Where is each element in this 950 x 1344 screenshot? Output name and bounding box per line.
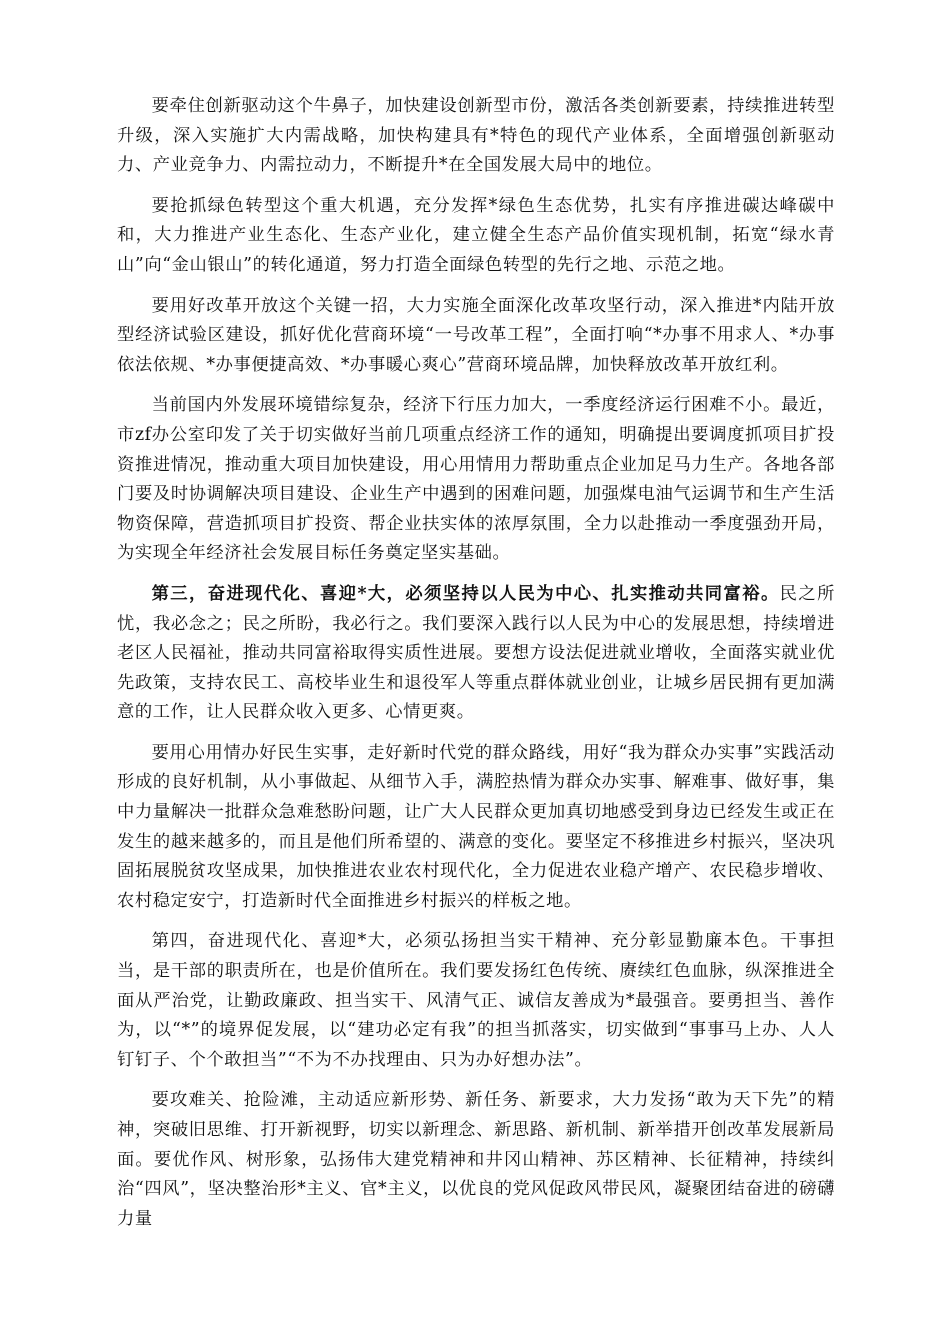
- paragraph: [117, 1086, 835, 1234]
- paragraph-text: 第四，奋进现代化、喜迎*大，必须弘扬担当实干精神、充分彰显勤廉本色。干事担当，是干部的职责所在，也是价值所在。我们要发扬红色传统、赓续红色血脉，纵深推进全面从严治党，让勤政廉政、担当实干、风清气正、诚信友善成为*最强音。要勇担当、善作为，以“*”的境界促发展，以“建功必定有我”的担当抓落实，切实做到“事事马上办、人人钉钉子、个个敢担当”“不为不办找理由、只为办好想办法”。: [117, 931, 835, 1070]
- paragraph-text: 要用好改革开放这个关键一招，大力实施全面深化改革攻坚行动，深入推进*内陆开放型经济试验区建设，抓好优化营商环境“一号改革工程”，全面打响“*办事不用求人、*办事依法依规、*办事便捷高效、*办事暖心爽心”营商环境品牌，加快释放改革开放红利。: [117, 295, 835, 375]
- paragraph-text: 要牵住创新驱动这个牛鼻子，加快建设创新型市份，激活各类创新要素，持续推进转型升级，深入实施扩大内需战略，加快构建具有*特色的现代产业体系，全面增强创新驱动力、产业竞争力、内需拉动力，不断提升*在全国发展大局中的地位。: [117, 96, 835, 176]
- document-body: [117, 92, 835, 1245]
- paragraph-text: 要用心用情办好民生实事，走好新时代党的群众路线，用好“我为群众办实事”实践活动形成的良好机制，从小事做起、从细节入手，满腔热情为群众办实事、解难事、做好事，集中力量解决一批群众急难愁盼问题，让广大人民群众更加真切地感受到身边已经发生或正在发生的越来越多的，而且是他们所希望的、满意的变化。要坚定不移推进乡村振兴，坚决巩固拓展脱贫攻坚成果，加快推进农业农村现代化，全力促进农业稳产增产、农民稳步增收、农村稳定安宁，打造新时代全面推进乡村振兴的样板之地。: [117, 742, 835, 911]
- paragraph-text: 民之所忧，我必念之；民之所盼，我必行之。我们要深入践行以人民为中心的发展思想，持续增进老区人民福祉，推动共同富裕取得实质性进展。要想方设法促进就业增收，全面落实就业优先政策，支持农民工、高校毕业生和退役军人等重点群体就业创业，让城乡居民拥有更加满意的工作，让人民群众收入更多、心情更爽。: [117, 583, 835, 723]
- paragraph: [117, 391, 835, 569]
- paragraph: [117, 580, 835, 728]
- paragraph: [117, 739, 835, 917]
- paragraph: [117, 92, 835, 181]
- paragraph-lead: 第三，奋进现代化、喜迎*大，必须坚持以人民为中心、扎实推动共同富裕。: [151, 583, 780, 604]
- paragraph-text: 要攻难关、抢险滩，主动适应新形势、新任务、新要求，大力发扬“敢为天下先”的精神，突破旧思维、打开新视野，切实以新理念、新思路、新机制、新举措开创改革发展新局面。要优作风、树形象，弘扬伟大建党精神和井冈山精神、苏区精神、长征精神，持续纠治“四风”，坚决整治形*主义、官*主义，以优良的党风促政风带民风，凝聚团结奋进的磅礴力量: [117, 1090, 835, 1229]
- paragraph: [117, 192, 835, 281]
- paragraph-text: 当前国内外发展环境错综复杂，经济下行压力加大，一季度经济运行困难不小。最近，市zf办公室印发了关于切实做好当前几项重点经济工作的通知，明确提出要调度抓项目扩投资推进情况，推动重大项目加快建设，用心用情用力帮助重点企业加足马力生产。各地各部门要及时协调解决项目建设、企业生产中遇到的困难问题，加强煤电油气运调节和生产生活物资保障，营造抓项目扩投资、帮企业扶实体的浓厚氛围，全力以赴推动一季度强劲开局，为实现全年经济社会发展目标任务奠定坚实基础。: [117, 395, 835, 564]
- paragraph-text: 要抢抓绿色转型这个重大机遇，充分发挥*绿色生态优势，扎实有序推进碳达峰碳中和，大力推进产业生态化、生态产业化，建立健全生态产品价值实现机制，拓宽“绿水青山”向“金山银山”的转化通道，努力打造全面绿色转型的先行之地、示范之地。: [117, 195, 835, 275]
- paragraph: [117, 292, 835, 381]
- paragraph: [117, 927, 835, 1075]
